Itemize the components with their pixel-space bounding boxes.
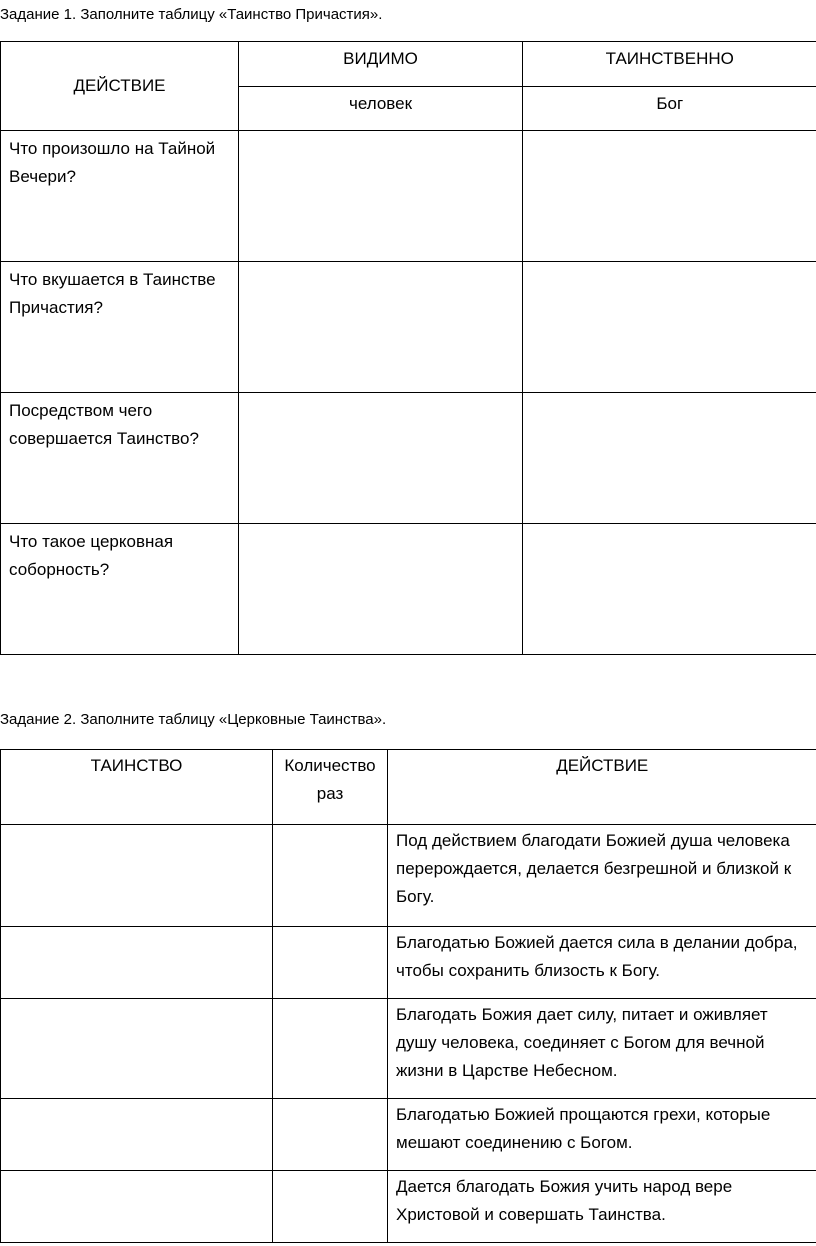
table-row [1,131,816,262]
task2-title: Задание 2. Заполните таблицу «Церковные Таинства». [0,711,387,728]
table-row [1,262,816,393]
header-visible-sub: человек [239,86,523,131]
answer-cell-visible[interactable] [239,393,523,524]
answer-cell-mysterious[interactable] [523,131,816,262]
table-row [1,927,816,999]
table-row [1,1099,816,1171]
task1-title: Задание 1. Заполните таблицу «Таинство Причастия». [0,6,383,23]
description-cell: Благодатью Божией дается сила в делании добра, чтобы сохранить близость к Богу. [388,927,816,999]
description-cell: Под действием благодати Божией душа человека перерождается, делается безгрешной и близкой к Богу. [388,825,816,927]
question-cell: Посредством чего совершается Таинство? [1,393,239,524]
answer-cell-mysterious[interactable] [523,262,816,393]
header-sacrament: ТАИНСТВО [1,750,273,825]
count-cell[interactable] [273,927,388,999]
table-row [1,1171,816,1243]
header-action: ДЕЙСТВИЕ [1,42,239,131]
answer-cell-visible[interactable] [239,131,523,262]
question-cell: Что произошло на Тайной Вечери? [1,131,239,262]
question-cell: Что такое церковная соборность? [1,524,239,655]
sacrament-cell[interactable] [1,999,273,1099]
sacrament-cell[interactable] [1,1099,273,1171]
header-mysterious-sub: Бог [523,86,816,131]
sacrament-cell[interactable] [1,1171,273,1243]
sacrament-cell[interactable] [1,927,273,999]
answer-cell-mysterious[interactable] [523,524,816,655]
question-cell: Что вкушается в Таинстве Причастия? [1,262,239,393]
table-row [1,999,816,1099]
count-cell[interactable] [273,999,388,1099]
header-count: Количество раз [273,750,388,825]
description-cell: Благодатью Божией прощаются грехи, которые мешают соединению с Богом. [388,1099,816,1171]
answer-cell-visible[interactable] [239,524,523,655]
description-cell: Благодать Божия дает силу, питает и оживляет душу человека, соединяет с Богом для вечной жизни в Царстве Небесном. [388,999,816,1099]
header-mysterious: ТАИНСТВЕННО [523,42,816,87]
table-row [1,393,816,524]
sacrament-cell[interactable] [1,825,273,927]
count-cell[interactable] [273,1171,388,1243]
answer-cell-mysterious[interactable] [523,393,816,524]
table-row [1,825,816,927]
header-action: ДЕЙСТВИЕ [388,750,816,825]
description-cell: Дается благодать Божия учить народ вере Христовой и совершать Таинства. [388,1171,816,1243]
answer-cell-visible[interactable] [239,262,523,393]
sacraments-table [0,749,816,1243]
communion-table [0,41,816,655]
count-cell[interactable] [273,1099,388,1171]
table-row [1,524,816,655]
count-cell[interactable] [273,825,388,927]
header-visible: ВИДИМО [239,42,523,87]
